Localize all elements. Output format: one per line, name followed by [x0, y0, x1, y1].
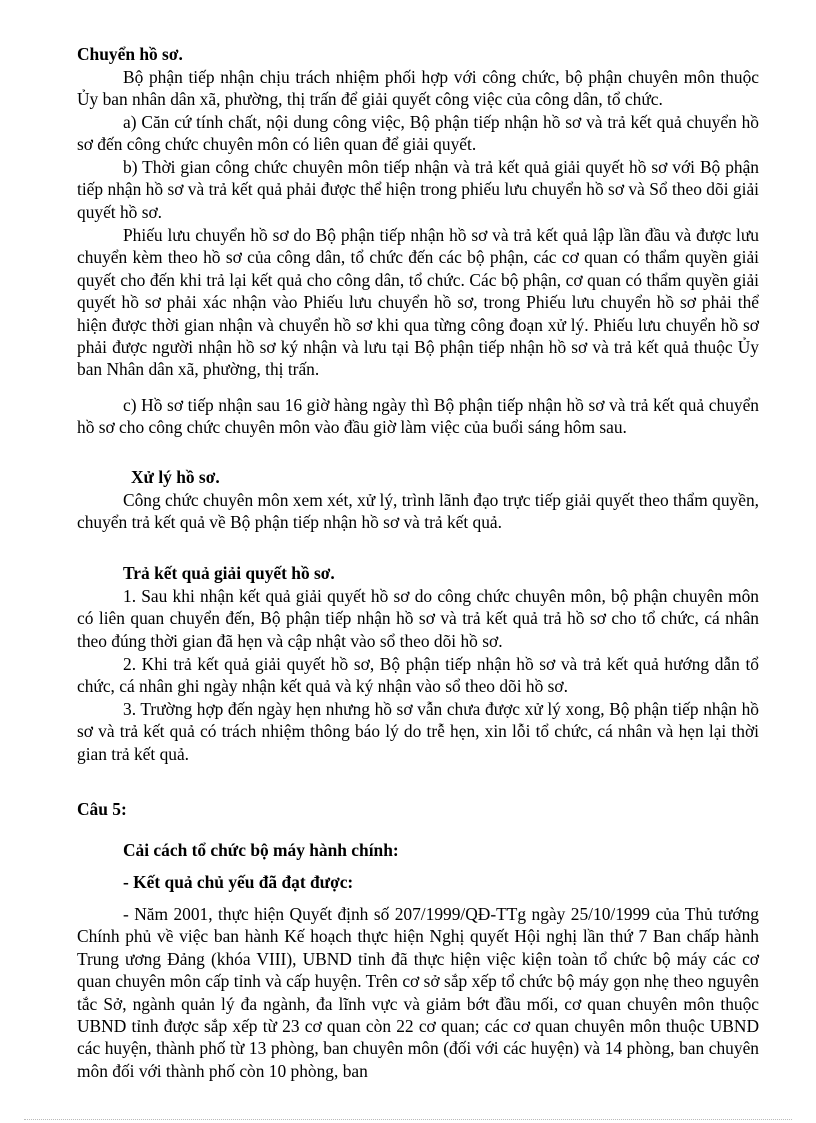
paragraph: c) Hồ sơ tiếp nhận sau 16 giờ hàng ngày thì Bộ phận tiếp nhận hồ sơ và trả kết quả chuyển hồ sơ cho công chức chuyên môn vào đầu giờ làm việc của buổi sáng hôm sau. — [77, 395, 759, 438]
paragraph: a) Căn cứ tính chất, nội dung công việc, Bộ phận tiếp nhận hồ sơ và trả kết quả chuyển hồ sơ đến công chức chuyên môn có liên quan để giải quyết. — [77, 112, 759, 155]
page-bottom-rule — [24, 1119, 792, 1120]
heading-ket-qua: - Kết quả chủ yếu đã đạt được: — [123, 872, 354, 892]
paragraph: Phiếu lưu chuyển hồ sơ do Bộ phận tiếp nhận hồ sơ và trả kết quả lập lần đầu và được lưu chuyển kèm theo hồ sơ của công dân, tổ chức đến các bộ phận, các cơ quan có thẩm quyền giải quyết cho đến khi trả lại kết quả cho công dân, tổ chức. Các bộ phận, cơ quan có thẩm quyền giải quyết hồ sơ phải xác nhận vào Phiếu lưu chuyển hồ sơ, trong Phiếu lưu chuyển hồ sơ phải thể hiện được thời gian nhận và chuyển hồ sơ khi qua từng công đoạn xử lý. Phiếu lưu chuyển hồ sơ phải được người nhận hồ sơ ký nhận và lưu tại Bộ phận tiếp nhận hồ sơ và trả kết quả thuộc Ủy ban Nhân dân xã, phường, thị trấn. — [77, 225, 759, 380]
paragraph: Công chức chuyên môn xem xét, xử lý, trình lãnh đạo trực tiếp giải quyết theo thẩm quyền, chuyển trả kết quả về Bộ phận tiếp nhận hồ sơ và trả kết quả. — [77, 490, 759, 533]
paragraph: 2. Khi trả kết quả giải quyết hồ sơ, Bộ phận tiếp nhận hồ sơ và trả kết quả hướng dẫn tổ chức, cá nhân ghi ngày nhận kết quả và ký nhận vào sổ theo dõi hồ sơ. — [77, 654, 759, 697]
heading-xu-ly-ho-so: Xử lý hồ sơ. — [131, 467, 220, 487]
paragraph: Bộ phận tiếp nhận chịu trách nhiệm phối hợp với công chức, bộ phận chuyên môn thuộc Ủy ban nhân dân xã, phường, thị trấn để giải quyết công việc của công dân, tổ chức. — [77, 67, 759, 110]
paragraph: 1. Sau khi nhận kết quả giải quyết hồ sơ do công chức chuyên môn, bộ phận chuyên môn có liên quan chuyển đến, Bộ phận tiếp nhận hồ sơ và trả kết quả trả hồ sơ cho tổ chức, cá nhân theo đúng thời gian đã hẹn và cập nhật vào sổ theo dõi hồ sơ. — [77, 586, 759, 651]
heading-cau-5: Câu 5: — [77, 799, 127, 819]
heading-tra-ket-qua: Trả kết quả giải quyết hồ sơ. — [123, 563, 335, 583]
heading-chuyen-ho-so: Chuyển hồ sơ. — [77, 44, 183, 64]
heading-cai-cach: Cải cách tổ chức bộ máy hành chính: — [123, 840, 399, 860]
paragraph: b) Thời gian công chức chuyên môn tiếp nhận và trả kết quả giải quyết hồ sơ với Bộ phận tiếp nhận hồ sơ và trả kết quả phải được thể hiện trong phiếu lưu chuyển hồ sơ và Sổ theo dõi giải quyết hồ sơ. — [77, 157, 759, 222]
paragraph: - Năm 2001, thực hiện Quyết định số 207/1999/QĐ-TTg ngày 25/10/1999 của Thủ tướng Chính phủ về việc ban hành Kế hoạch thực hiện Nghị quyết Hội nghị lần thứ 7 Ban chấp hành Trung ương Đảng (khóa VIII), UBND tỉnh đã thực hiện việc kiện toàn tổ chức bộ máy các cơ quan chuyên môn cấp tỉnh và cấp huyện. Trên cơ sở sắp xếp tổ chức bộ máy gọn nhẹ theo nguyên tắc Sở, ngành quản lý đa ngành, đa lĩnh vực và giảm bớt đầu mối, cơ quan chuyên môn thuộc UBND tỉnh được sắp xếp từ 23 cơ quan còn 22 cơ quan; các cơ quan chuyên môn thuộc UBND các huyện, thành phố từ 13 phòng, ban chuyên môn (đối với các huyện) và 14 phòng, ban chuyên môn đối với thành phố còn 10 phòng, ban — [77, 904, 759, 1081]
paragraph: 3. Trường hợp đến ngày hẹn nhưng hồ sơ vẫn chưa được xử lý xong, Bộ phận tiếp nhận hồ sơ và trả kết quả có trách nhiệm thông báo lý do trễ hẹn, xin lỗi tổ chức, cá nhân và hẹn lại thời gian trả kết quả. — [77, 699, 759, 764]
